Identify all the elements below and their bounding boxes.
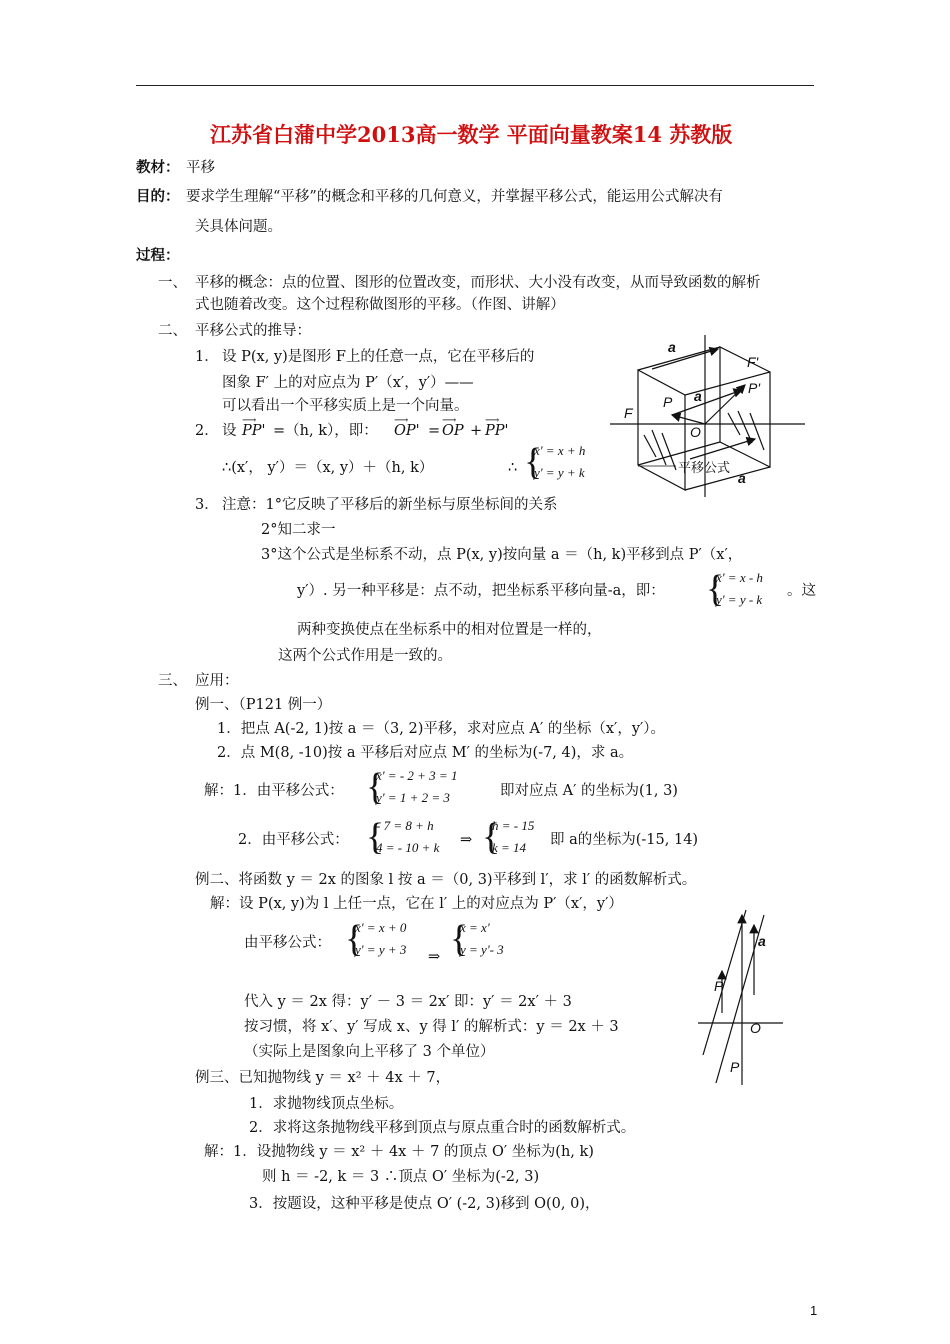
point-3-line-5: 两种变换使点在坐标系中的相对位置是一样的， <box>297 622 602 638</box>
point-3-number: 3． <box>195 497 219 513</box>
example-1-solution-2: 2．由平移公式： <box>238 832 349 848</box>
goal-label: 目的： <box>136 188 180 205</box>
formula-row-2: 4 = - 10 + k <box>376 840 440 855</box>
plus-sign: + <box>470 423 483 439</box>
vector-op <box>442 415 464 439</box>
example-3-heading: 例三、已知抛物线 y ＝ x² ＋ 4x ＋ 7， <box>195 1070 451 1086</box>
point-3-line-6: 这两个公式作用是一致的。 <box>278 648 452 664</box>
example-3-solution-3: 3．按题设，这种平移是使点 O′ (-2, 3)移到 O(0, 0)， <box>249 1196 600 1212</box>
figure-caption: 平移公式 <box>678 461 731 476</box>
section-3-heading: 应用： <box>195 673 239 689</box>
point-3-line-4-end: 。这 <box>787 583 816 599</box>
example-2-solution-2: 由平移公式： <box>244 935 331 951</box>
vector-arrow-icon: ⟶ <box>485 415 499 426</box>
line-l-prime <box>716 915 764 1083</box>
vector-op-prime <box>394 415 420 439</box>
point-2-equation: =（h, k），即： <box>273 423 378 439</box>
example-2-solution-4: 按习惯，将 x′、y′ 写成 x、y 得 l′ 的解析式：y ＝ 2x ＋ 3 <box>244 1019 619 1035</box>
label-F: F <box>624 405 633 421</box>
line-l <box>703 910 746 1055</box>
label-a-mid: a <box>694 388 702 404</box>
vector-pp-prime <box>242 415 266 439</box>
formula-row-1: x' = x - h <box>716 570 763 585</box>
example-2-solution-3: 代入 y ＝ 2x 得：y′ － 3 ＝ 2x′ 即：y′ ＝ 2x′ ＋ 3 <box>244 994 572 1010</box>
page-title: 江苏省白蒲中学2013高一数学 平面向量教案14 苏教版 <box>210 122 733 147</box>
label-a: a <box>758 933 766 949</box>
example-2-solution-1: 解：设 P(x, y)为 l 上任一点，它在 l′ 上的对应点为 P′（x′，y′） <box>210 896 623 912</box>
example-1-solution-1-result: 即对应点 A′ 的坐标为(1, 3) <box>500 783 678 799</box>
label-F-prime: F' <box>747 354 759 370</box>
brace-icon: { <box>706 568 725 610</box>
example-3-question-1: 1．求抛物线顶点坐标。 <box>249 1096 404 1112</box>
brace-icon: { <box>366 766 385 808</box>
formula-row-2: y' = 1 + 2 = 3 <box>376 790 450 805</box>
point-2-line-2: ∴(x′， y′）＝（x, y）＋（h, k） <box>222 460 434 476</box>
example-1-solution-1: 解：1．由平移公式： <box>204 783 344 799</box>
vector-op-label: OP <box>442 423 464 439</box>
label-O: O <box>690 424 701 440</box>
vector-arrow-icon: ⟶ <box>242 415 256 426</box>
material-label: 教材： <box>136 159 180 176</box>
brace-icon: { <box>482 816 501 858</box>
label-P-top: P <box>714 978 724 994</box>
example-3-question-2: 2．求将这条抛物线平移到顶点与原点重合时的函数解析式。 <box>249 1120 636 1136</box>
example-1-solution-2-result: 即 a的坐标为(-15, 14) <box>550 832 699 848</box>
example-2-heading: 例二、将函数 y ＝ 2x 的图象 l 按 a ＝（0, 3)平移到 l′，求 l′ 的函数解析式。 <box>195 872 697 888</box>
brace-icon: { <box>366 816 385 858</box>
process-label: 过程： <box>136 247 180 264</box>
vector-arrow-icon: ⟶ <box>394 415 408 426</box>
formula-row-1: x' = x + 0 <box>355 920 407 935</box>
vector-pp-prime-label: PP' <box>242 423 266 439</box>
example-2-solution-5: （实际上是图象向上平移了 3 个单位） <box>244 1044 495 1060</box>
vector-OP <box>672 415 705 424</box>
label-P-bottom: P <box>730 1059 740 1075</box>
goal-line-2: 关具体问题。 <box>195 219 282 235</box>
formula-row-1: h = - 15 <box>492 818 535 833</box>
formula-row-1: x = x' <box>460 920 490 935</box>
vector-a-bottom <box>690 439 755 459</box>
page-number: 1 <box>810 1303 818 1318</box>
brace-icon: { <box>345 918 364 960</box>
example-3-solution-1: 解：1．设抛物线 y ＝ x² ＋ 4x ＋ 7 的顶点 O′ 坐标为(h, k) <box>204 1144 594 1160</box>
formula-row-2: y' = y - k <box>716 592 763 607</box>
brace-icon: { <box>450 918 469 960</box>
therefore-symbol: ∴ <box>508 460 518 476</box>
line-translation-figure <box>698 905 788 1085</box>
vector-OP-prime <box>705 385 745 424</box>
example-1-heading: 例一、（P121 例一） <box>195 697 332 713</box>
material-text: 平移 <box>186 160 215 176</box>
point-3-line-1: 注意：1°它反映了平移后的新坐标与原坐标间的关系 <box>222 497 558 513</box>
formula-row-2: y = y'- 3 <box>460 942 504 957</box>
example-1-question-2: 2．点 M(8, -10)按 a 平移后对应点 M′ 的坐标为(-7, 4)，求 a。 <box>217 745 634 761</box>
section-2-heading: 平移公式的推导： <box>195 323 311 339</box>
equals-sign: = <box>428 423 441 439</box>
label-P: P <box>663 394 673 410</box>
section-1-line-2: 式也随着改变。这个过程称做图形的平移。（作图、讲解） <box>195 297 565 313</box>
formula-row-1: - 7 = 8 + h <box>376 818 434 833</box>
point-2-number: 2． <box>195 423 219 439</box>
example-1-question-1: 1．把点 A(-2, 1)按 a ＝（3, 2)平移，求对应点 A′ 的坐标（x′，y′）。 <box>217 721 666 737</box>
vector-arrow-icon: ⟶ <box>442 415 456 426</box>
section-1-number: 一、 <box>158 275 187 291</box>
label-a-bottom: a <box>738 470 746 486</box>
section-3-number: 三、 <box>158 673 187 689</box>
point-3-line-4: y′）. 另一种平移是：点不动，把坐标系平移向量-a，即： <box>297 583 665 599</box>
point-3-line-2: 2°知二求一 <box>261 522 336 538</box>
formula-row-1: x' = x + h <box>534 443 586 458</box>
section-1-line-1: 平移的概念：点的位置、图形的位置改变，而形状、大小没有改变，从而导致函数的解析 <box>195 275 761 291</box>
implies-icon: ⇒ <box>460 832 473 848</box>
vector-op-prime-label: OP' <box>394 423 420 439</box>
formula-row-1: x' = - 2 + 3 = 1 <box>376 768 458 783</box>
point-3-line-3: 3°这个公式是坐标系不动，点 P(x, y)按向量 a ＝（h, k)平移到点 P′（x′， <box>261 547 743 563</box>
point-1-number: 1． <box>195 349 219 365</box>
section-2-number: 二、 <box>158 323 187 339</box>
point-1-line-2: 图象 F′ 上的对应点为 P′（x′，y′）—— <box>222 375 474 391</box>
figure-F-prime <box>720 347 770 467</box>
translation-figure <box>610 335 810 505</box>
vector-pp-prime-2-label: PP' <box>485 423 509 439</box>
label-a-top: a <box>668 339 676 355</box>
formula-row-2: k = 14 <box>492 840 527 855</box>
formula-row-2: y' = y + k <box>534 465 585 480</box>
formula-row-2: y' = y + 3 <box>355 942 407 957</box>
label-O: O <box>750 1020 761 1036</box>
label-P-prime: P' <box>748 380 761 396</box>
header-rule <box>136 85 814 86</box>
point-1-line-3: 可以看出一个平移实质上是一个向量。 <box>222 398 469 414</box>
goal-line-1: 要求学生理解“平移”的概念和平移的几何意义，并掌握平移公式，能运用公式解决有 <box>186 189 723 205</box>
vector-a-top <box>652 349 718 369</box>
point-1-line-1: 设 P(x, y)是图形 F上的任意一点，它在平移后的 <box>222 349 535 365</box>
point-2-set: 设 <box>222 423 237 439</box>
example-3-solution-2: 则 h ＝ -2, k ＝ 3 ∴顶点 O′ 坐标为(-2, 3) <box>262 1169 540 1185</box>
vector-pp-prime-2 <box>485 415 509 439</box>
brace-icon: { <box>524 441 543 483</box>
implies-icon: ⇒ <box>428 949 441 965</box>
